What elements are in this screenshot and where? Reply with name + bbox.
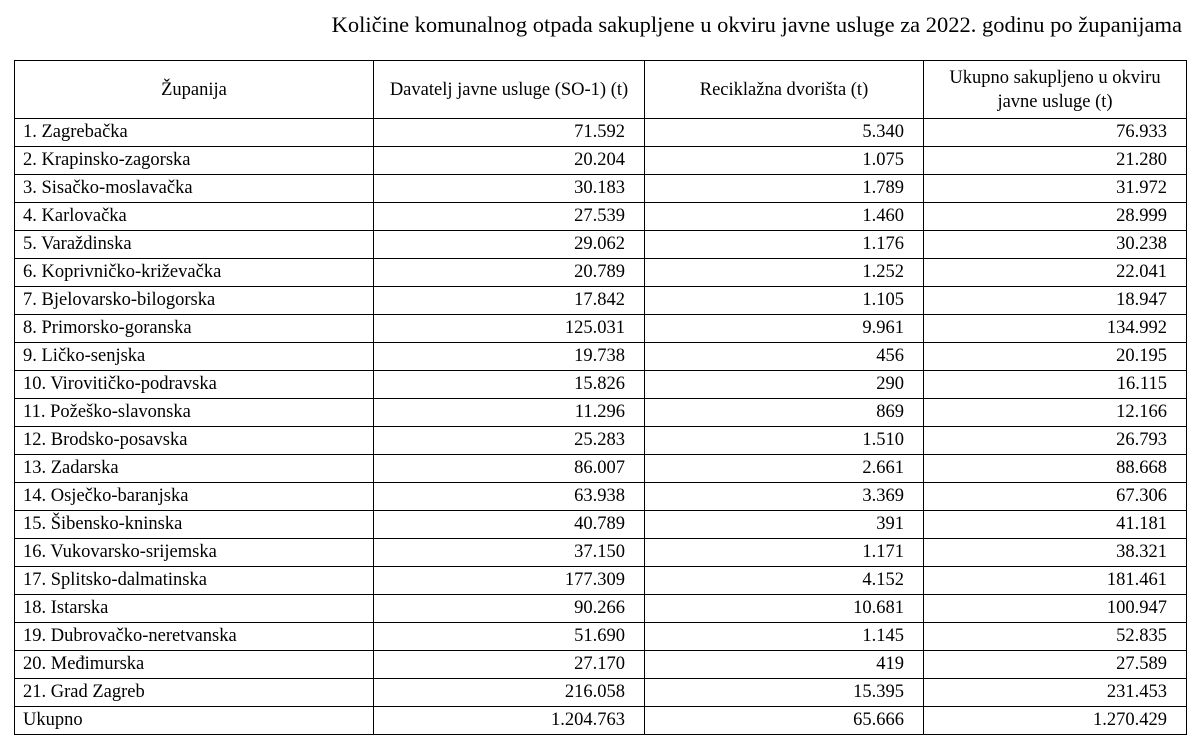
cell-provider: 27.539 (374, 203, 645, 231)
table-row (15, 147, 1187, 175)
cell-county: 11. Požeško-slavonska (15, 399, 374, 427)
cell-total: 1.270.429 (924, 707, 1187, 735)
cell-provider: 71.592 (374, 119, 645, 147)
table-row (15, 287, 1187, 315)
cell-provider: 177.309 (374, 567, 645, 595)
cell-provider: 27.170 (374, 651, 645, 679)
cell-recycling: 1.171 (645, 539, 924, 567)
table-row (15, 539, 1187, 567)
cell-provider: 11.296 (374, 399, 645, 427)
cell-provider: 25.283 (374, 427, 645, 455)
cell-total: 31.972 (924, 175, 1187, 203)
table-row (15, 175, 1187, 203)
cell-recycling: 1.789 (645, 175, 924, 203)
cell-recycling: 1.510 (645, 427, 924, 455)
cell-total: 21.280 (924, 147, 1187, 175)
cell-total: 181.461 (924, 567, 1187, 595)
cell-recycling: 419 (645, 651, 924, 679)
cell-total: 67.306 (924, 483, 1187, 511)
cell-provider: 37.150 (374, 539, 645, 567)
cell-recycling: 1.105 (645, 287, 924, 315)
cell-total: 134.992 (924, 315, 1187, 343)
table-row (15, 315, 1187, 343)
cell-recycling: 2.661 (645, 455, 924, 483)
cell-total: 100.947 (924, 595, 1187, 623)
cell-recycling: 10.681 (645, 595, 924, 623)
cell-county: 3. Sisačko-moslavačka (15, 175, 374, 203)
cell-county: 9. Ličko-senjska (15, 343, 374, 371)
table-row (15, 231, 1187, 259)
cell-provider: 51.690 (374, 623, 645, 651)
cell-provider: 216.058 (374, 679, 645, 707)
cell-county: 6. Koprivničko-križevačka (15, 259, 374, 287)
table-row (15, 623, 1187, 651)
table-row (15, 455, 1187, 483)
table-row (15, 595, 1187, 623)
table-row (15, 567, 1187, 595)
cell-total: 52.835 (924, 623, 1187, 651)
cell-provider: 19.738 (374, 343, 645, 371)
cell-county: Ukupno (15, 707, 374, 735)
cell-county: 21. Grad Zagreb (15, 679, 374, 707)
cell-recycling: 3.369 (645, 483, 924, 511)
cell-county: 10. Virovitičko-podravska (15, 371, 374, 399)
table-row (15, 427, 1187, 455)
cell-total: 22.041 (924, 259, 1187, 287)
cell-county: 19. Dubrovačko-neretvanska (15, 623, 374, 651)
cell-recycling: 15.395 (645, 679, 924, 707)
cell-county: 4. Karlovačka (15, 203, 374, 231)
table-row (15, 651, 1187, 679)
cell-provider: 17.842 (374, 287, 645, 315)
table-row (15, 511, 1187, 539)
cell-total: 30.238 (924, 231, 1187, 259)
cell-recycling: 1.176 (645, 231, 924, 259)
cell-recycling: 65.666 (645, 707, 924, 735)
cell-recycling: 9.961 (645, 315, 924, 343)
waste-table (14, 60, 1187, 735)
cell-recycling: 391 (645, 511, 924, 539)
cell-recycling: 290 (645, 371, 924, 399)
cell-total: 18.947 (924, 287, 1187, 315)
table-row (15, 259, 1187, 287)
table-row (15, 203, 1187, 231)
cell-county: 18. Istarska (15, 595, 374, 623)
cell-recycling: 1.252 (645, 259, 924, 287)
cell-county: 16. Vukovarsko-srijemska (15, 539, 374, 567)
table-row (15, 119, 1187, 147)
cell-county: 7. Bjelovarsko-bilogorska (15, 287, 374, 315)
cell-provider: 86.007 (374, 455, 645, 483)
cell-county: 12. Brodsko-posavska (15, 427, 374, 455)
cell-provider: 20.789 (374, 259, 645, 287)
cell-total: 41.181 (924, 511, 1187, 539)
cell-county: 20. Međimurska (15, 651, 374, 679)
cell-total: 27.589 (924, 651, 1187, 679)
cell-provider: 63.938 (374, 483, 645, 511)
table-row (15, 371, 1187, 399)
table-row (15, 483, 1187, 511)
cell-county: 14. Osječko-baranjska (15, 483, 374, 511)
cell-recycling: 1.460 (645, 203, 924, 231)
cell-provider: 125.031 (374, 315, 645, 343)
cell-provider: 40.789 (374, 511, 645, 539)
column-header-total: Ukupno sakupljeno u okviru javne usluge (t) (924, 61, 1187, 119)
cell-recycling: 4.152 (645, 567, 924, 595)
cell-recycling: 869 (645, 399, 924, 427)
cell-total: 88.668 (924, 455, 1187, 483)
cell-county: 1. Zagrebačka (15, 119, 374, 147)
cell-provider: 1.204.763 (374, 707, 645, 735)
table-body (15, 119, 1187, 735)
page-title: Količine komunalnog otpada sakupljene u okviru javne usluge za 2022. godinu po županijama (331, 12, 1182, 37)
table-header-row (15, 61, 1187, 119)
cell-total: 28.999 (924, 203, 1187, 231)
cell-provider: 90.266 (374, 595, 645, 623)
table-row (15, 343, 1187, 371)
cell-total: 16.115 (924, 371, 1187, 399)
cell-recycling: 456 (645, 343, 924, 371)
cell-total: 38.321 (924, 539, 1187, 567)
total-row (15, 707, 1187, 735)
cell-county: 5. Varaždinska (15, 231, 374, 259)
column-header-provider: Davatelj javne usluge (SO-1) (t) (374, 61, 645, 119)
cell-county: 13. Zadarska (15, 455, 374, 483)
cell-total: 231.453 (924, 679, 1187, 707)
cell-county: 8. Primorsko-goranska (15, 315, 374, 343)
cell-county: 15. Šibensko-kninska (15, 511, 374, 539)
cell-total: 20.195 (924, 343, 1187, 371)
cell-recycling: 1.075 (645, 147, 924, 175)
column-header-recycling: Reciklažna dvorišta (t) (645, 61, 924, 119)
cell-total: 12.166 (924, 399, 1187, 427)
cell-county: 2. Krapinsko-zagorska (15, 147, 374, 175)
cell-county: 17. Splitsko-dalmatinska (15, 567, 374, 595)
column-header-county: Županija (15, 61, 374, 119)
cell-provider: 29.062 (374, 231, 645, 259)
cell-provider: 15.826 (374, 371, 645, 399)
cell-recycling: 5.340 (645, 119, 924, 147)
cell-recycling: 1.145 (645, 623, 924, 651)
table-row (15, 399, 1187, 427)
cell-provider: 30.183 (374, 175, 645, 203)
cell-total: 26.793 (924, 427, 1187, 455)
table-row (15, 679, 1187, 707)
cell-provider: 20.204 (374, 147, 645, 175)
cell-total: 76.933 (924, 119, 1187, 147)
